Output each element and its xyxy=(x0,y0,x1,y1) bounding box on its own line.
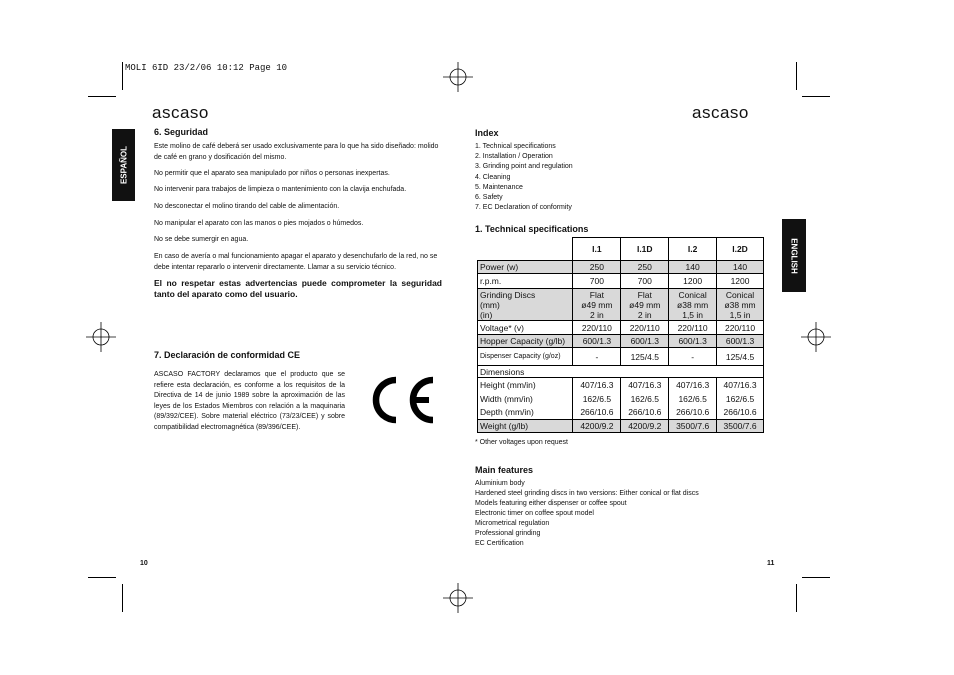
cell-line: ø38 mm xyxy=(724,299,756,310)
feature-item: Electronic timer on coffee spout model xyxy=(475,510,594,517)
table-cell: 1200 xyxy=(717,274,764,289)
table-cell: 140 xyxy=(669,261,717,274)
row-label: Power (w) xyxy=(478,261,573,274)
row-label: Width (mm/in) xyxy=(478,392,573,406)
side-tab-label: ESPAÑOL xyxy=(119,145,128,185)
table-row xyxy=(478,335,764,348)
table-cell: 250 xyxy=(621,261,669,274)
table-cell: 1200 xyxy=(669,274,717,289)
table-cell: 266/10.6 xyxy=(717,406,764,420)
table-cell xyxy=(717,289,764,321)
section-heading-safety: 6. Seguridad xyxy=(154,127,209,137)
table-cell: 4200/9.2 xyxy=(573,420,621,433)
table-row xyxy=(478,378,764,392)
paragraph: No intervenir para trabajos de limpieza o mantenimiento con la clavija enchufada. xyxy=(154,186,407,193)
table-cell: 220/110 xyxy=(573,321,621,335)
registration-mark-icon xyxy=(801,322,831,352)
cell-line: 1,5 in xyxy=(682,309,704,320)
row-label: Weight (g/lb) xyxy=(478,420,573,433)
table-cell: 266/10.6 xyxy=(621,406,669,420)
feature-item: Aluminium body xyxy=(475,480,525,487)
table-header-cell: I.1 xyxy=(573,238,621,261)
row-label: Hopper Capacity (g/lb) xyxy=(478,335,573,348)
safety-warning: El no respetar estas advertencias puede comprometer la seguridad tanto del aparato como del usuario. xyxy=(154,278,442,299)
table-row xyxy=(478,261,764,274)
crop-mark xyxy=(802,577,830,578)
index-item: 3. Grinding point and regulation xyxy=(475,163,573,170)
table-row xyxy=(478,406,764,420)
registration-mark-icon xyxy=(443,583,473,613)
spec-heading: 1. Technical specifications xyxy=(475,224,589,234)
index-item: 2. Installation / Operation xyxy=(475,153,553,160)
feature-item: Models featuring either dispenser or coffee spout xyxy=(475,500,627,507)
table-row xyxy=(478,366,764,378)
table-row xyxy=(478,289,764,321)
page-number: 10 xyxy=(140,560,148,567)
crop-mark xyxy=(796,62,797,90)
table-row xyxy=(478,348,764,366)
cell-line: Flat xyxy=(589,289,604,300)
table-cell: 266/10.6 xyxy=(573,406,621,420)
page-number: 11 xyxy=(767,560,775,567)
row-label: Dimensions xyxy=(478,366,573,378)
table-cell-empty xyxy=(573,366,764,378)
table-cell: 407/16.3 xyxy=(573,378,621,392)
label-line: (mm) xyxy=(480,299,500,310)
side-tab-label: ENGLISH xyxy=(789,237,799,274)
index-heading: Index xyxy=(475,128,499,138)
index-item: 6. Safety xyxy=(475,194,503,201)
table-header-cell: I.1D xyxy=(621,238,669,261)
table-cell: 162/6.5 xyxy=(621,392,669,406)
features-heading: Main features xyxy=(475,465,534,475)
cell-line: Flat xyxy=(637,289,652,300)
registration-mark-icon xyxy=(86,322,116,352)
paragraph: No desconectar el molino tirando del cable de alimentación. xyxy=(154,203,340,210)
table-cell: 140 xyxy=(717,261,764,274)
table-cell: 600/1.3 xyxy=(669,335,717,348)
row-label xyxy=(478,289,573,321)
footnote: * Other voltages upon request xyxy=(475,439,569,446)
table-cell: 266/10.6 xyxy=(669,406,717,420)
table-cell: 3500/7.6 xyxy=(669,420,717,433)
table-cell: 3500/7.6 xyxy=(717,420,764,433)
crop-mark xyxy=(122,584,123,612)
cell-line: Conical xyxy=(725,289,755,300)
feature-item: Hardened steel grinding discs in two versions: Either conical or flat discs xyxy=(475,490,699,497)
index-item: 7. EC Declaration of conformity xyxy=(475,204,572,211)
table-header-cell: I.2D xyxy=(717,238,764,261)
row-label: r.p.m. xyxy=(478,274,573,289)
table-cell: - xyxy=(669,348,717,366)
table-cell: 250 xyxy=(573,261,621,274)
row-label: Depth (mm/in) xyxy=(478,406,573,420)
registration-mark-icon xyxy=(443,62,473,92)
table-cell: 700 xyxy=(573,274,621,289)
feature-item: Micrometrical regulation xyxy=(475,520,550,527)
ce-mark-icon xyxy=(363,372,438,428)
cell-line: 2 in xyxy=(637,309,652,320)
crop-mark xyxy=(88,96,116,97)
crop-mark xyxy=(802,96,830,97)
cell-line: ø49 mm xyxy=(629,299,661,310)
brand-logo: ascaso xyxy=(692,103,749,122)
table-row xyxy=(478,274,764,289)
row-label: Height (mm/in) xyxy=(478,378,573,392)
cell-line: 1,5 in xyxy=(729,309,751,320)
index-item: 1. Technical specifications xyxy=(475,143,556,150)
crop-mark xyxy=(796,584,797,612)
side-tab-espanol xyxy=(112,129,135,201)
table-cell: - xyxy=(573,348,621,366)
table-cell: 220/110 xyxy=(621,321,669,335)
table-cell: 600/1.3 xyxy=(573,335,621,348)
brand-logo: ascaso xyxy=(152,103,209,122)
table-cell xyxy=(669,289,717,321)
print-slug: MOLI 6ID 23/2/06 10:12 Page 10 xyxy=(125,63,288,73)
paragraph: No se debe sumergir en agua. xyxy=(154,236,249,243)
table-cell: 162/6.5 xyxy=(717,392,764,406)
feature-item: Professional grinding xyxy=(475,530,541,537)
paragraph: No permitir que el aparato sea manipulado por niños o personas inexpertas. xyxy=(154,170,390,177)
section-heading-declaration: 7. Declaración de conformidad CE xyxy=(154,350,301,360)
table-cell: 162/6.5 xyxy=(669,392,717,406)
side-tab-english xyxy=(782,219,806,292)
table-cell: 162/6.5 xyxy=(573,392,621,406)
spec-table xyxy=(477,237,764,433)
index-item: 5. Maintenance xyxy=(475,184,523,191)
table-header-cell: I.2 xyxy=(669,238,717,261)
index-item: 4. Cleaning xyxy=(475,174,511,181)
cell-line: ø49 mm xyxy=(581,299,613,310)
table-header-row xyxy=(478,238,764,261)
cell-line: 2 in xyxy=(590,309,604,320)
table-cell-empty xyxy=(478,238,573,261)
crop-mark xyxy=(122,62,123,90)
crop-mark xyxy=(88,577,116,578)
paragraph: No manipular el aparato con las manos o pies mojados o húmedos. xyxy=(154,220,364,227)
table-cell xyxy=(573,289,621,321)
row-label: Dispenser Capacity (g/oz) xyxy=(478,348,573,366)
table-cell: 4200/9.2 xyxy=(621,420,669,433)
cell-line: Conical xyxy=(678,289,707,300)
paragraph: En caso de avería o mal funcionamiento apagar el aparato y desenchufarlo de la red, no se debe intentar repararlo o intervenir directamente. Llamar a su servicio técnico. xyxy=(154,253,438,271)
table-cell xyxy=(621,289,669,321)
table-cell: 220/110 xyxy=(717,321,764,335)
table-cell: 700 xyxy=(621,274,669,289)
label-line: Grinding Discs xyxy=(480,289,536,300)
table-cell: 600/1.3 xyxy=(621,335,669,348)
label-line: (in) xyxy=(480,309,493,320)
table-cell: 407/16.3 xyxy=(669,378,717,392)
table-row xyxy=(478,321,764,335)
declaration-text: ASCASO FACTORY declaramos que el producto que se refiere esta declaración, es conforme a los requisitos de la Directiva de 14 de junio 1989 sobre la aproximación de las leyes de los Estados Miembros con relación a la maquinaria (89/392/CEE). Sobre material eléctrico (73/23/CEE) y sobre compatibilidad electromagnética (89/396/CEE). xyxy=(154,371,345,431)
table-cell: 220/110 xyxy=(669,321,717,335)
paragraph: Este molino de café deberá ser usado exclusivamente para lo que ha sido diseñado: molido de café en grano y dosificación del mismo. xyxy=(154,143,439,161)
table-cell: 600/1.3 xyxy=(717,335,764,348)
table-row xyxy=(478,420,764,433)
table-cell: 407/16.3 xyxy=(621,378,669,392)
feature-item: EC Certification xyxy=(475,540,524,547)
table-row xyxy=(478,392,764,406)
table-cell: 125/4.5 xyxy=(621,348,669,366)
row-label: Voltage* (v) xyxy=(478,321,573,335)
table-cell: 407/16.3 xyxy=(717,378,764,392)
table-cell: 125/4.5 xyxy=(717,348,764,366)
cell-line: ø38 mm xyxy=(677,299,709,310)
